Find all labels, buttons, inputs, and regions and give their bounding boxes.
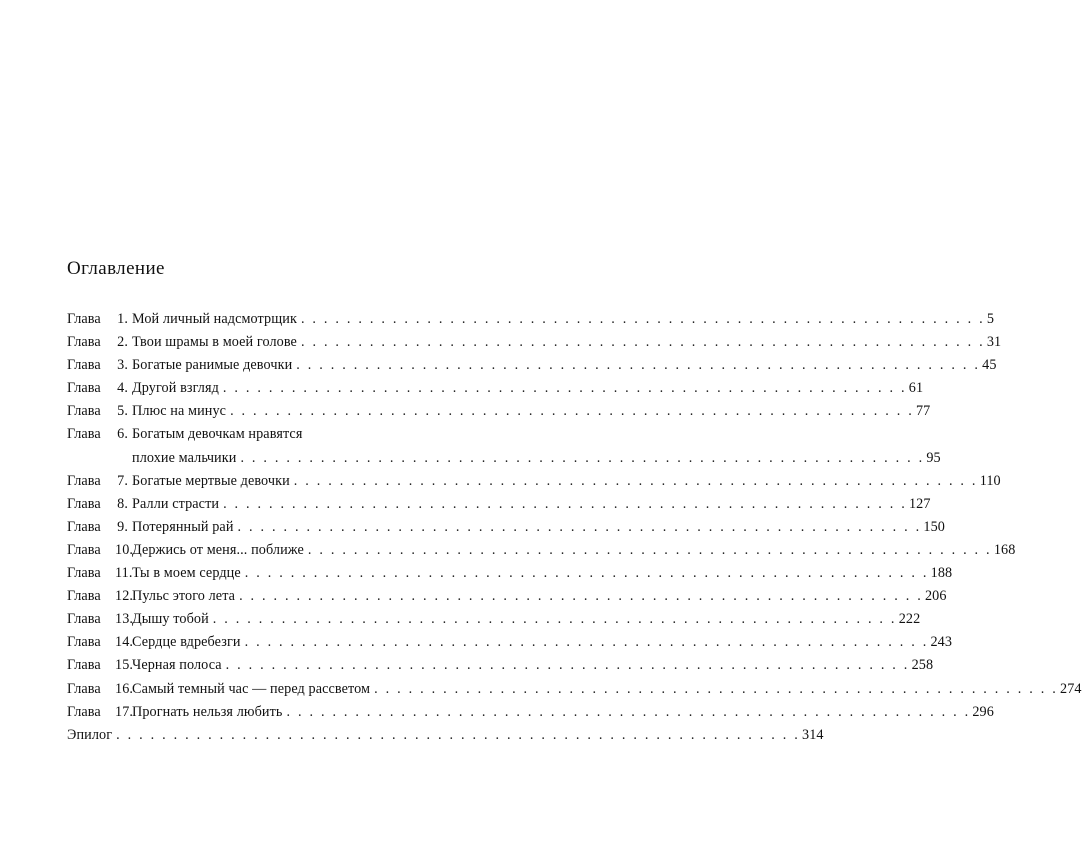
chapter-label: Глава (67, 703, 101, 720)
toc-entry-epilogue[interactable] (67, 726, 824, 750)
page-number: 258 (911, 657, 934, 674)
chapter-title-line-2: плохие мальчики (132, 449, 237, 466)
chapter-title-line-1: Богатым девочкам нравятся (132, 426, 303, 443)
dot-leader (239, 588, 923, 605)
toc-entry[interactable] (67, 680, 1082, 704)
dot-leader (240, 450, 924, 467)
dot-leader (238, 519, 922, 536)
chapter-title: Пульс этого лета (132, 588, 236, 605)
page-number: 77 (915, 403, 931, 420)
page-number: 110 (979, 472, 1001, 489)
chapter-title: Прогнать нельзя любить (132, 703, 283, 720)
dot-leader (294, 473, 978, 490)
dot-leader (374, 681, 1058, 698)
chapter-label: Глава (67, 472, 101, 489)
page-number: 95 (926, 449, 941, 466)
toc-title: Оглавление (67, 258, 165, 279)
chapter-number: 10. (115, 541, 134, 558)
chapter-label: Глава (67, 357, 101, 374)
chapter-label: Глава (67, 565, 101, 582)
page-number: 274 (1060, 680, 1082, 697)
chapter-number: 3. (117, 357, 128, 374)
chapter-number: 12. (115, 588, 134, 605)
chapter-number: 6. (117, 426, 128, 443)
dot-leader (116, 727, 800, 744)
chapter-title: Богатые мертвые девочки (132, 472, 290, 489)
epilogue-title: Эпилог (67, 726, 113, 743)
toc-entry[interactable] (67, 634, 953, 657)
chapter-title: Мой личный надсмотрщик (132, 311, 297, 327)
toc-entry[interactable] (67, 311, 995, 334)
page-number: 188 (930, 565, 953, 582)
chapter-label: Глава (67, 680, 101, 697)
chapter-label: Глава (67, 588, 101, 605)
toc-entry[interactable] (67, 334, 1002, 357)
page-number: 296 (972, 703, 994, 720)
toc-entry[interactable] (67, 472, 1001, 496)
chapter-label: Глава (67, 495, 101, 512)
page-number: 127 (908, 495, 931, 512)
dot-leader (213, 611, 897, 628)
page-number: 5 (986, 311, 995, 327)
toc-entry[interactable] (67, 657, 934, 680)
chapter-label: Глава (67, 611, 101, 628)
chapter-number: 5. (117, 403, 128, 420)
toc-entry[interactable] (67, 495, 931, 519)
chapter-number: 17. (115, 703, 134, 720)
chapter-number: 11. (115, 565, 133, 582)
chapter-title: Черная полоса (132, 657, 222, 674)
page-number: 314 (802, 726, 824, 743)
dot-leader (301, 334, 985, 351)
toc-entry[interactable] (67, 703, 994, 727)
chapter-number: 9. (117, 518, 128, 535)
toc-entry[interactable] (67, 518, 945, 542)
chapter-label: Глава (67, 634, 101, 651)
chapter-title: Другой взгляд (132, 380, 219, 397)
chapter-number: 7. (117, 472, 128, 489)
dot-leader (245, 565, 929, 582)
toc-list (67, 311, 1082, 750)
dot-leader (308, 542, 992, 559)
chapter-label: Глава (67, 403, 101, 420)
toc-entry[interactable] (67, 380, 924, 403)
dot-leader (286, 704, 970, 721)
chapter-title: Самый темный час — перед рассветом (132, 680, 371, 697)
chapter-title: Держись от меня... поближе (132, 541, 304, 558)
chapter-number: 13. (115, 611, 134, 628)
toc-entry[interactable] (67, 611, 921, 634)
chapter-title: Ты в моем сердце (132, 565, 241, 582)
chapter-title: Твои шрамы в моей голове (132, 334, 297, 351)
chapter-number: 15. (115, 657, 134, 674)
chapter-title: Потерянный рай (132, 518, 234, 535)
chapter-label: Глава (67, 426, 101, 443)
dot-leader (223, 380, 907, 397)
chapter-title: Сердце вдребезги (132, 634, 241, 651)
chapter-number: 1. (117, 311, 128, 327)
chapter-number: 4. (117, 380, 128, 397)
page-number: 206 (924, 588, 947, 605)
dot-leader (296, 357, 980, 374)
chapter-label: Глава (67, 311, 101, 327)
toc-entry[interactable] (67, 565, 953, 588)
chapter-label: Глава (67, 657, 101, 674)
page-number: 243 (930, 634, 953, 651)
page-number: 168 (993, 541, 1016, 558)
chapter-label: Глава (67, 518, 101, 535)
chapter-number: 2. (117, 334, 128, 351)
toc-entry[interactable] (67, 426, 941, 472)
chapter-label: Глава (67, 334, 101, 351)
toc-entry[interactable] (67, 357, 997, 380)
dot-leader (226, 657, 910, 674)
chapter-label: Глава (67, 380, 101, 397)
toc-entry[interactable] (67, 541, 1016, 565)
page-number: 61 (908, 380, 924, 397)
page-number: 45 (982, 357, 997, 374)
chapter-number: 8. (117, 495, 128, 512)
dot-leader (223, 496, 907, 513)
dot-leader (301, 311, 985, 328)
chapter-title: Богатые ранимые девочки (132, 357, 293, 374)
chapter-label: Глава (67, 541, 101, 558)
chapter-title: Ралли страсти (132, 495, 220, 512)
toc-entry[interactable] (67, 588, 947, 611)
chapter-number: 16. (115, 680, 134, 697)
page-number: 31 (986, 334, 1002, 351)
chapter-number: 14. (115, 634, 134, 651)
toc-entry[interactable] (67, 403, 931, 426)
chapter-title: Дышу тобой (132, 611, 209, 628)
dot-leader (245, 634, 929, 651)
dot-leader (230, 403, 914, 420)
chapter-title: Плюс на минус (132, 403, 227, 420)
page-number: 222 (898, 611, 921, 628)
page-number: 150 (923, 518, 945, 535)
